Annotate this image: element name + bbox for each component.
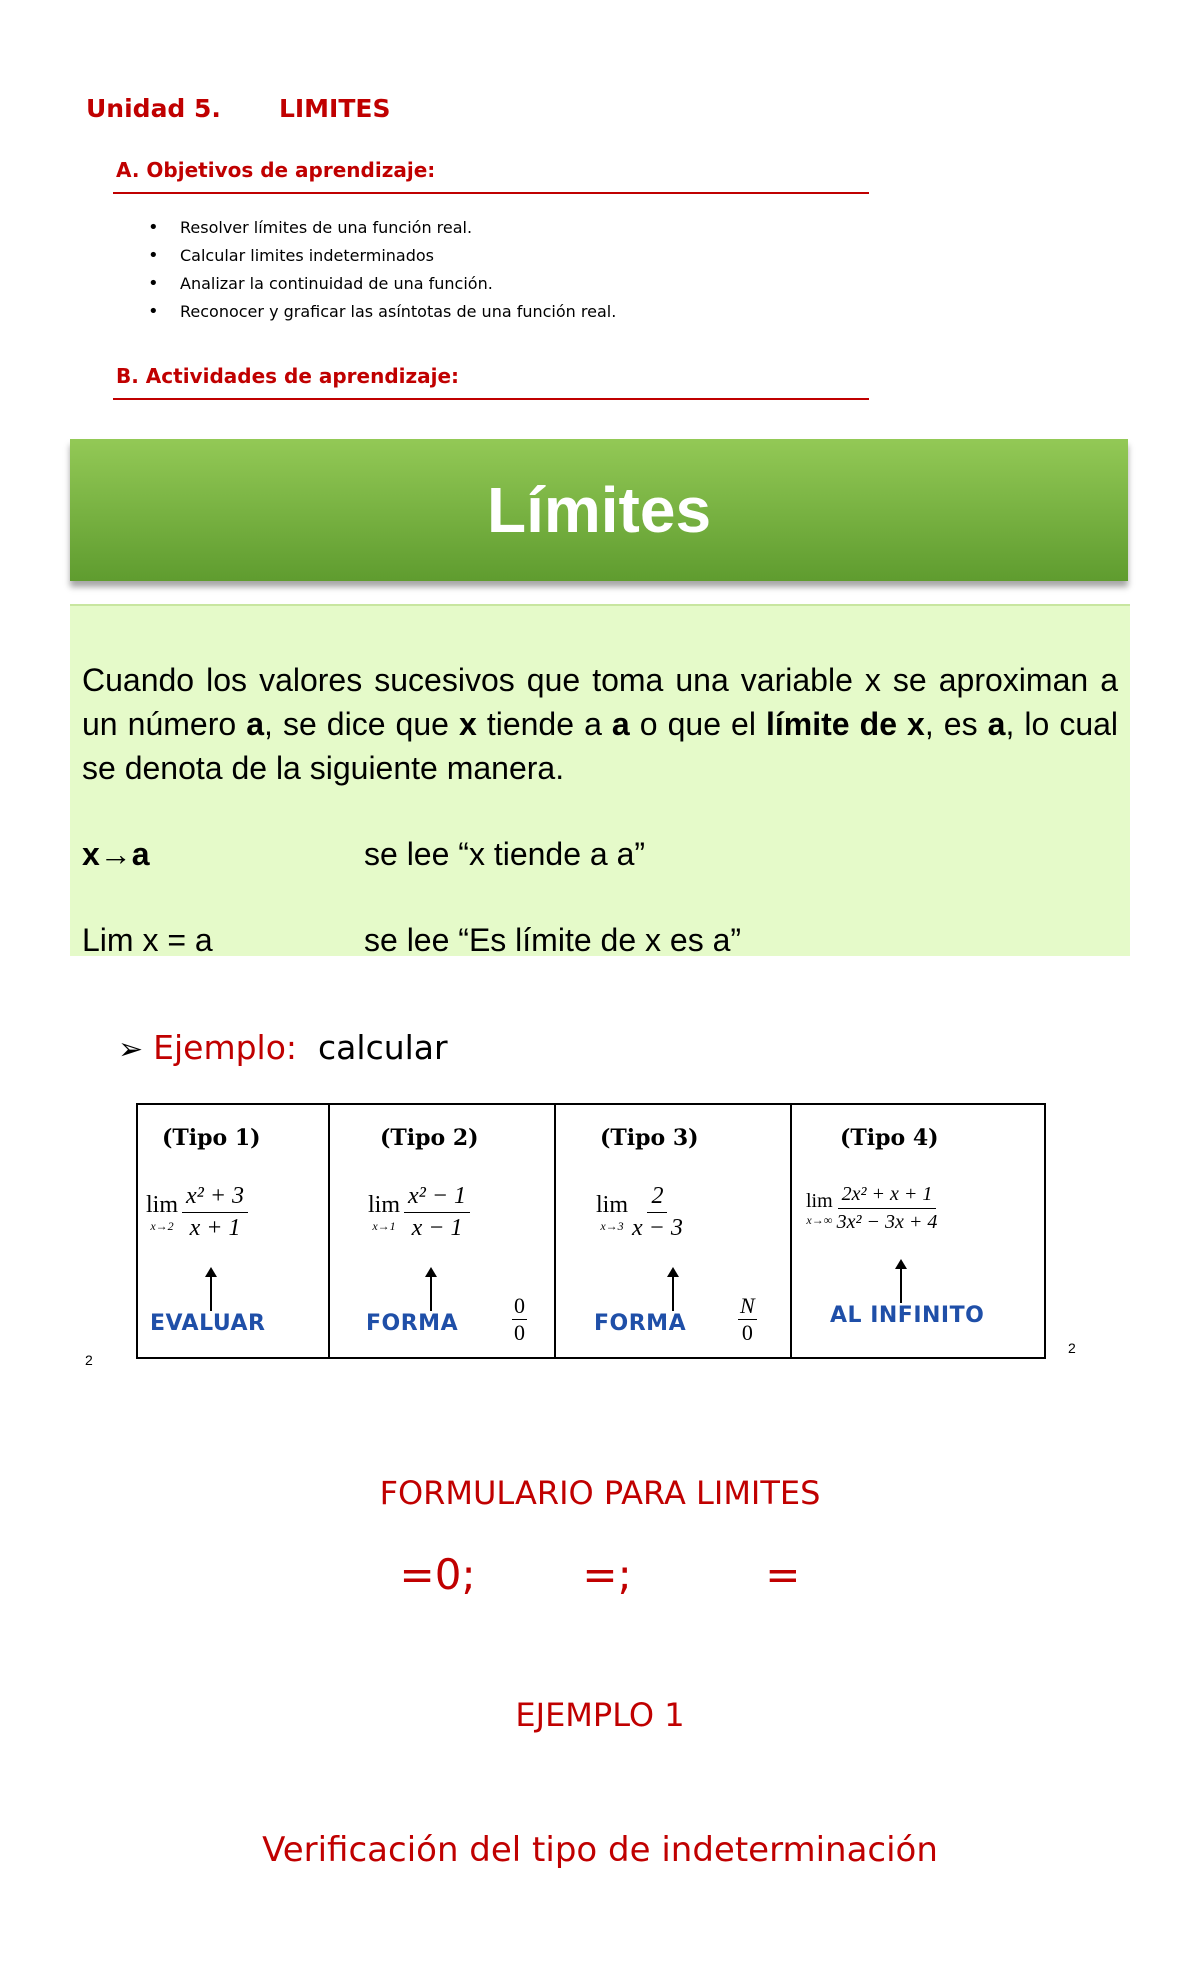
tipo-tag: FORMA [366, 1311, 459, 1336]
page-number-right: 2 [1068, 1340, 1076, 1356]
limit-expression: lim x→1 $\frac{\text{x² − 1}}{x - 1}$ [368, 1183, 470, 1242]
unit-topic: LIMITES [278, 94, 391, 123]
tipo-2-cell [330, 1105, 556, 1357]
tipo-tag: FORMA [594, 1311, 687, 1336]
example-label: Ejemplo: [153, 1028, 298, 1067]
definition-text: Cuando los valores sucesivos que toma una variable x se aproximan a un número a, se dice que x tiende a a o que el límite de x, es a, lo cual se denota de la siguiente manera. [82, 662, 1119, 786]
tipo-label: (Tipo 2) [380, 1125, 479, 1151]
definition-row-limit [82, 918, 1118, 962]
section-b-title: B. Actividades de aprendizaje: [116, 364, 460, 388]
tipo-label: (Tipo 3) [600, 1125, 699, 1151]
up-arrow-icon [430, 1275, 432, 1311]
tends-reading: se lee “x tiende a a” [364, 836, 646, 872]
objective-item: • Reconocer y graficar las asíntotas de una función real. [148, 298, 616, 326]
limit-notation: Lim x = a [82, 922, 213, 958]
example-action: calcular [318, 1028, 448, 1067]
limit-reading: se lee “Es límite de x es a” [364, 922, 742, 958]
ejemplo-1-title: EJEMPLO 1 [515, 1696, 685, 1734]
section-a-title: A. Objetivos de aprendizaje: [116, 158, 436, 182]
up-arrow-icon [210, 1275, 212, 1311]
banner-title: Límites [486, 474, 712, 546]
limit-types-table [136, 1103, 1046, 1359]
page-number-left: 2 [85, 1352, 93, 1368]
section-b-rule [113, 398, 869, 400]
unit-heading [86, 94, 391, 123]
formulario-title: FORMULARIO PARA LIMITES [379, 1474, 821, 1512]
tipo-tag: AL INFINITO [830, 1303, 985, 1328]
limit-expression: lim x→3 $\frac{2}{x - 3}$ [596, 1183, 683, 1241]
example-title [118, 1028, 448, 1067]
definition-box [70, 604, 1130, 956]
objectives-list [148, 214, 616, 326]
form-fraction: N 0 [740, 1293, 755, 1345]
limit-expression: lim x→∞ $\frac{\text{2x² + x + 1}}{\text{3x² − 3x + 4}}$ [806, 1183, 938, 1233]
tipo-4-cell [792, 1105, 1044, 1357]
up-arrow-icon [672, 1275, 674, 1311]
verificacion-title: Verificación del tipo de indeterminación [262, 1830, 938, 1870]
limites-banner [70, 439, 1128, 581]
form-fraction: 0 0 [514, 1293, 525, 1345]
arrow-bullet-icon: ➢ [118, 1032, 144, 1067]
objective-item: • Resolver límites de una función real. [148, 214, 616, 242]
tends-notation: x→a [82, 836, 150, 872]
up-arrow-icon [900, 1267, 902, 1303]
objective-item: • Calcular limites indeterminados [148, 242, 616, 270]
definition-row-tends [82, 832, 1118, 876]
unit-number: Unidad 5. [86, 94, 221, 123]
section-a-rule [113, 192, 869, 194]
tipo-label: (Tipo 4) [840, 1125, 939, 1151]
tipo-3-cell [556, 1105, 792, 1357]
objective-item: • Analizar la continuidad de una función. [148, 270, 616, 298]
tipo-label: (Tipo 1) [162, 1125, 261, 1151]
formulario-formula: =0; =; = [399, 1550, 801, 1599]
tipo-1-cell [138, 1105, 330, 1357]
tipo-tag: EVALUAR [150, 1311, 266, 1336]
limit-expression: lim x→2 $\frac{\text{x² + 3}}{x + 1}$ [146, 1183, 248, 1242]
